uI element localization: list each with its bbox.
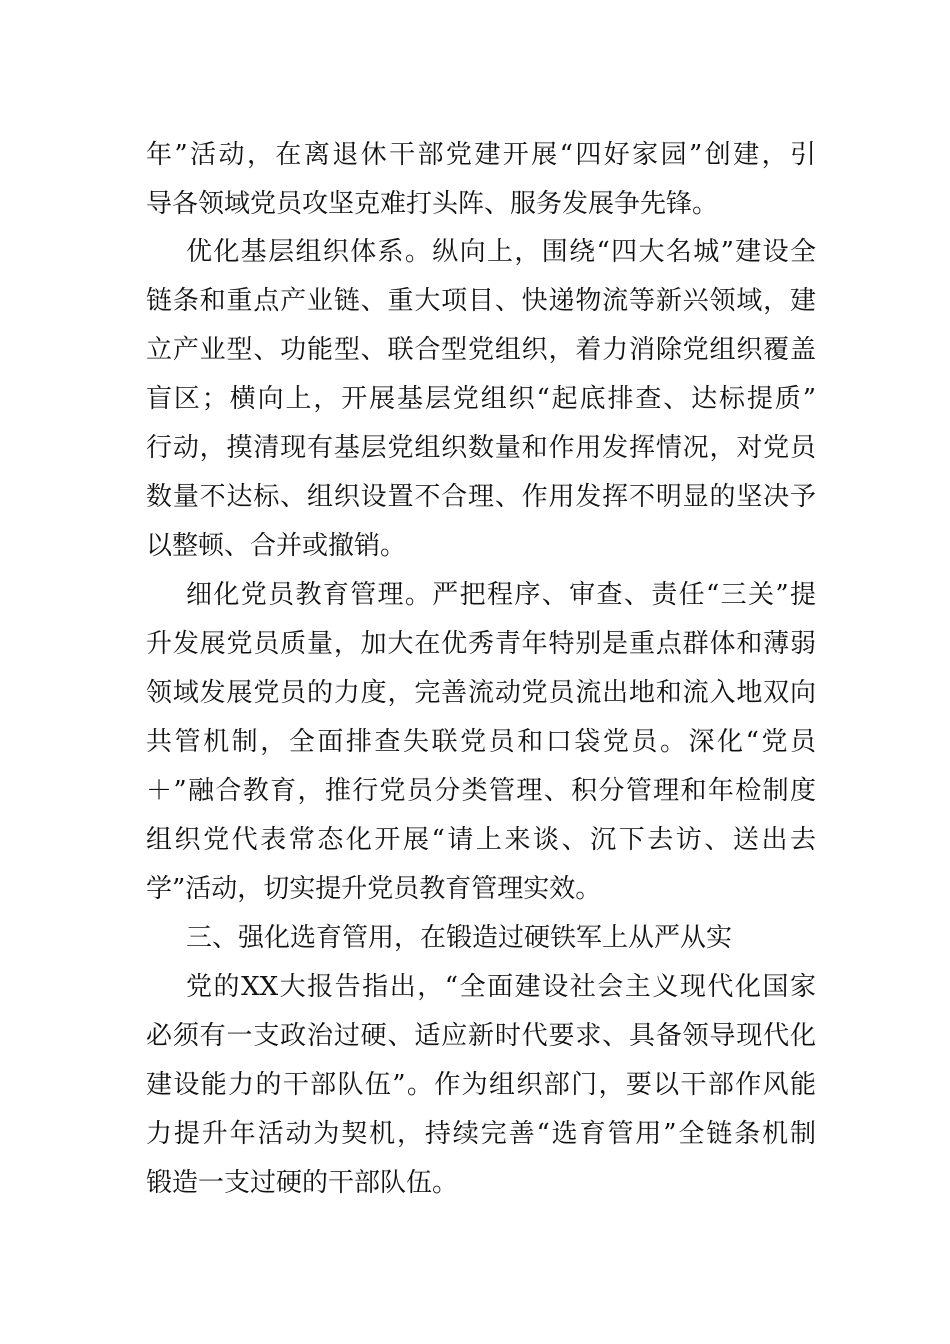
text-line: 共管机制，全面排查失联党员和口袋党员。深化“党员	[146, 727, 816, 757]
text-line: 建设能力的干部队伍”。作为组织部门，要以干部作风能	[146, 1070, 816, 1100]
text-line: 必须有一支政治过硬、适应新时代要求、具备领导现代化	[146, 1021, 816, 1051]
text-line: 力提升年活动为契机，持续完善“选育管用”全链条机制	[146, 1119, 816, 1149]
text-line: 数量不达标、组织设置不合理、作用发挥不明显的坚决予	[146, 482, 816, 512]
text-line: 年”活动，在离退休干部党建开展“四好家园”创建，引	[146, 140, 816, 170]
text-line: 导各领域党员攻坚克难打头阵、服务发展争先锋。	[146, 189, 719, 219]
paragraph-start-line: 优化基层组织体系。纵向上，围绕“四大名城”建设全	[186, 237, 816, 267]
text-line: 立产业型、功能型、联合型党组织，着力消除党组织覆盖	[146, 335, 816, 365]
text-line: ＋”融合教育，推行党员分类管理、积分管理和年检制度	[146, 776, 816, 806]
text-line: 链条和重点产业链、重大项目、快递物流等新兴领域，建	[146, 286, 816, 316]
paragraph-start-line: 细化党员教育管理。严把程序、审查、责任“三关”提	[186, 580, 816, 610]
paragraph-start-line: 党的XX大报告指出，“全面建设社会主义现代化国家	[186, 972, 816, 1002]
text-line: 行动，摸清现有基层党组织数量和作用发挥情况，对党员	[146, 433, 816, 463]
text-line: 以整顿、合并或撤销。	[146, 531, 407, 561]
text-line: 学”活动，切实提升党员教育管理实效。	[146, 874, 602, 904]
text-line: 升发展党员质量，加大在优秀青年特别是重点群体和薄弱	[146, 629, 816, 659]
text-line: 领域发展党员的力度，完善流动党员流出地和流入地双向	[146, 678, 816, 708]
section-heading: 三、强化选育管用，在锻造过硬铁军上从严从实	[186, 923, 733, 953]
text-line: 锻造一支过硬的干部队伍。	[146, 1168, 459, 1198]
text-line: 盲区；横向上，开展基层党组织“起底排查、达标提质”	[146, 384, 816, 414]
text-line: 组织党代表常态化开展“请上来谈、沉下去访、送出去	[146, 825, 816, 855]
